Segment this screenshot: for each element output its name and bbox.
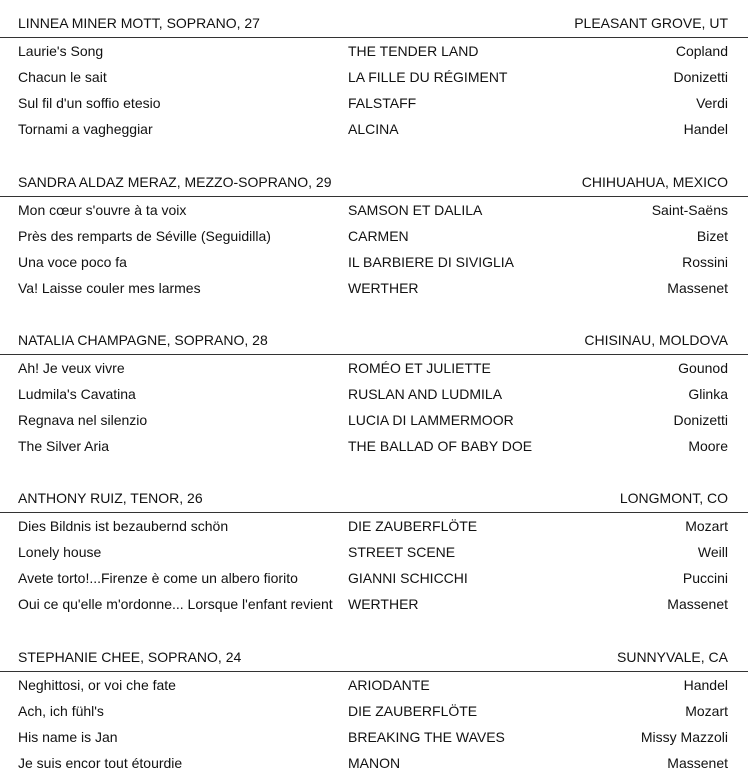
aria-row <box>0 381 748 407</box>
singer-block <box>0 326 748 459</box>
singer-block <box>0 168 748 301</box>
opera-title: THE BALLAD OF BABY DOE <box>348 438 533 454</box>
aria-title: Sul fil d'un soffio etesio <box>18 95 161 111</box>
singer-hometown: CHIHUAHUA, MEXICO <box>581 174 728 190</box>
aria-title: Tornami a vagheggiar <box>18 121 153 137</box>
opera-title: STREET SCENE <box>348 544 456 560</box>
composer-name: Moore <box>688 438 728 454</box>
aria-title: Laurie's Song <box>18 43 104 59</box>
composer-name: Copland <box>675 43 728 59</box>
composer-name: Donizetti <box>673 412 728 428</box>
composer-name: Massenet <box>667 596 728 612</box>
singer-header <box>0 326 748 355</box>
opera-title: DIE ZAUBERFLÖTE <box>348 703 478 719</box>
aria-row <box>0 591 748 617</box>
singer-hometown: LONGMONT, CO <box>619 490 728 506</box>
opera-title: MANON <box>348 755 401 771</box>
opera-title: ARIODANTE <box>348 677 430 693</box>
aria-title: Chacun le sait <box>18 69 107 85</box>
singer-name: LINNEA MINER MOTT, SOPRANO, 27 <box>18 15 260 31</box>
aria-row <box>0 407 748 433</box>
aria-title: Ah! Je veux vivre <box>18 360 125 376</box>
aria-row <box>0 249 748 275</box>
singer-hometown: PLEASANT GROVE, UT <box>574 15 728 31</box>
singer-header <box>0 643 748 672</box>
aria-row <box>0 724 748 750</box>
composer-name: Rossini <box>682 254 728 270</box>
composer-name: Donizetti <box>673 69 728 85</box>
opera-title: GIANNI SCHICCHI <box>348 570 468 586</box>
aria-row <box>0 64 748 90</box>
opera-title: FALSTAFF <box>348 95 417 111</box>
opera-title: SAMSON ET DALILA <box>348 202 483 218</box>
aria-title: Una voce poco fa <box>18 254 127 270</box>
opera-title: WERTHER <box>348 280 419 296</box>
opera-title: WERTHER <box>348 596 419 612</box>
aria-row <box>0 513 748 539</box>
composer-name: Glinka <box>688 386 728 402</box>
aria-title: Neghittosi, or voi che fate <box>18 677 176 693</box>
aria-row <box>0 539 748 565</box>
aria-row <box>0 565 748 591</box>
opera-title: LA FILLE DU RÉGIMENT <box>348 69 508 85</box>
composer-name: Saint-Saëns <box>651 202 728 218</box>
aria-row <box>0 672 748 698</box>
aria-row <box>0 355 748 381</box>
aria-title: Dies Bildnis ist bezaubernd schön <box>18 518 229 534</box>
composer-name: Bizet <box>696 228 728 244</box>
aria-row <box>0 197 748 223</box>
aria-row <box>0 275 748 301</box>
singer-hometown: SUNNYVALE, CA <box>617 649 728 665</box>
composer-name: Mozart <box>685 518 728 534</box>
composer-name: Gounod <box>678 360 728 376</box>
opera-title: BREAKING THE WAVES <box>348 729 505 745</box>
singer-name: SANDRA ALDAZ MERAZ, MEZZO-SOPRANO, 29 <box>18 174 332 190</box>
opera-title: IL BARBIERE DI SIVIGLIA <box>348 254 514 270</box>
aria-title: Va! Laisse couler mes larmes <box>18 280 201 296</box>
aria-title: His name is Jan <box>18 729 118 745</box>
aria-row <box>0 38 748 64</box>
composer-name: Puccini <box>682 570 728 586</box>
composer-name: Handel <box>683 121 728 137</box>
singer-header <box>0 9 748 38</box>
singer-header <box>0 168 748 197</box>
singer-hometown: CHISINAU, MOLDOVA <box>584 332 728 348</box>
opera-title: ROMÉO ET JULIETTE <box>348 360 491 376</box>
opera-title: THE TENDER LAND <box>348 43 479 59</box>
singer-name: ANTHONY RUIZ, TENOR, 26 <box>18 490 203 506</box>
composer-name: Handel <box>683 677 728 693</box>
opera-title: RUSLAN AND LUDMILA <box>348 386 503 402</box>
aria-title: Ludmila's Cavatina <box>18 386 136 402</box>
singer-header <box>0 484 748 513</box>
aria-title: Mon cœur s'ouvre à ta voix <box>18 202 187 218</box>
aria-title: Près des remparts de Séville (Seguidilla) <box>18 228 271 244</box>
aria-title: The Silver Aria <box>18 438 110 454</box>
composer-name: Massenet <box>667 280 728 296</box>
aria-row <box>0 698 748 724</box>
composer-name: Weill <box>697 544 728 560</box>
aria-row <box>0 90 748 116</box>
composer-name: Massenet <box>667 755 728 771</box>
singer-block <box>0 643 748 776</box>
aria-row <box>0 750 748 776</box>
singer-block <box>0 9 748 142</box>
composer-name: Missy Mazzoli <box>640 729 728 745</box>
opera-title: DIE ZAUBERFLÖTE <box>348 518 478 534</box>
composer-name: Mozart <box>685 703 728 719</box>
aria-title: Regnava nel silenzio <box>18 412 148 428</box>
opera-title: ALCINA <box>348 121 399 137</box>
aria-row <box>0 223 748 249</box>
aria-title: Lonely house <box>18 544 102 560</box>
opera-title: LUCIA DI LAMMERMOOR <box>348 412 514 428</box>
singer-block <box>0 484 748 617</box>
singer-name: STEPHANIE CHEE, SOPRANO, 24 <box>18 649 242 665</box>
aria-row <box>0 433 748 459</box>
aria-row <box>0 116 748 142</box>
aria-title: Avete torto!...Firenze è come un albero fiorito <box>18 570 298 586</box>
aria-title: Je suis encor tout étourdie <box>18 755 183 771</box>
opera-title: CARMEN <box>348 228 409 244</box>
composer-name: Verdi <box>696 95 728 111</box>
aria-title: Ach, ich fühl's <box>18 703 104 719</box>
aria-title: Oui ce qu'elle m'ordonne... Lorsque l'enfant revient <box>18 596 333 612</box>
singer-name: NATALIA CHAMPAGNE, SOPRANO, 28 <box>18 332 268 348</box>
